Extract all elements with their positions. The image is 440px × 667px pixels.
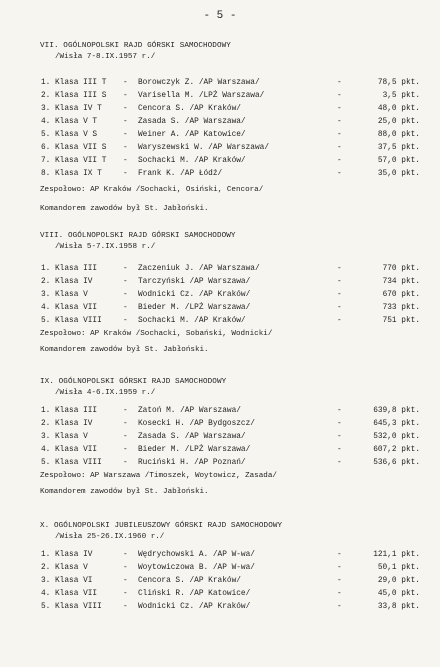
row-class: Klasa V S — [55, 131, 98, 139]
row-dash: - — [337, 407, 342, 415]
row-dash: - — [123, 291, 128, 299]
row-dash: - — [337, 433, 342, 441]
row-driver: Zasada S. /AP Warszawa/ — [138, 118, 246, 126]
row-dash: - — [337, 564, 342, 572]
row-driver: Weiner A. /AP Katowice/ — [138, 131, 246, 139]
row-dash: - — [337, 577, 342, 585]
row-points: 33,8 pkt. — [377, 603, 420, 611]
row-driver: Zasada S. /AP Warszawa/ — [138, 433, 246, 441]
row-dash: - — [123, 105, 128, 113]
result-row — [0, 265, 440, 278]
row-class: Klasa III S — [55, 92, 107, 100]
section-subtitle: /Wisła 25-26.IX.1960 r./ — [55, 533, 165, 541]
row-class: Klasa IV — [55, 278, 93, 286]
row-driver: Borowczyk Z. /AP Warszawa/ — [138, 79, 260, 87]
row-number: 3. — [41, 105, 51, 113]
result-row — [0, 420, 440, 433]
row-dash: - — [123, 446, 128, 454]
row-points: 25,0 pkt. — [377, 118, 420, 126]
row-number: 6. — [41, 144, 51, 152]
row-points: 48,0 pkt. — [377, 105, 420, 113]
row-number: 2. — [41, 564, 51, 572]
row-driver: Bieder M. /LPŻ Warszawa/ — [138, 446, 251, 454]
commander-note: Komandorem zawodów był St. Jabłoński. — [40, 488, 209, 496]
row-dash: - — [123, 577, 128, 585]
section-title: IX. OGÓLNOPOLSKI GÓRSKI RAJD SAMOCHODOWY — [40, 378, 227, 386]
result-row — [0, 170, 440, 183]
row-driver: Woytowiczowa B. /AP W-wa/ — [138, 564, 255, 572]
row-number: 2. — [41, 278, 51, 286]
result-row — [0, 446, 440, 459]
row-dash: - — [123, 407, 128, 415]
row-driver: Tarczyński /AP Warszawa/ — [138, 278, 251, 286]
row-driver: Sochacki M. /AP Kraków/ — [138, 157, 246, 165]
row-driver: Wodnicki Cz. /AP Kraków/ — [138, 291, 251, 299]
row-number: 5. — [41, 459, 51, 467]
page-number: - 5 - — [203, 10, 237, 22]
row-dash: - — [337, 304, 342, 312]
result-row — [0, 131, 440, 144]
section-title: VIII. OGÓLNOPOLSKI RAJD GÓRSKI SAMOCHODOWY — [40, 232, 236, 240]
row-points: 88,0 pkt. — [377, 131, 420, 139]
row-points: 57,0 pkt. — [377, 157, 420, 165]
row-dash: - — [123, 459, 128, 467]
row-dash: - — [123, 433, 128, 441]
row-points: 78,5 pkt. — [377, 79, 420, 87]
row-class: Klasa IX T — [55, 170, 102, 178]
result-row — [0, 304, 440, 317]
row-dash: - — [123, 118, 128, 126]
row-dash: - — [123, 278, 128, 286]
row-driver: Zaczeniuk J. /AP Warszawa/ — [138, 265, 260, 273]
section-subtitle: /Wisła 7-8.IX.1957 r./ — [55, 53, 156, 61]
row-driver: Cliński R. /AP Katowice/ — [138, 590, 251, 598]
result-row — [0, 407, 440, 420]
row-class: Klasa III — [55, 407, 98, 415]
section-subtitle: /Wisła 4-6.IX.1959 r./ — [55, 389, 156, 397]
row-dash: - — [337, 446, 342, 454]
row-dash: - — [123, 603, 128, 611]
result-row — [0, 577, 440, 590]
row-dash: - — [337, 590, 342, 598]
row-number: 8. — [41, 170, 51, 178]
row-points: 645,3 pkt. — [373, 420, 420, 428]
result-row — [0, 317, 440, 330]
row-number: 1. — [41, 551, 51, 559]
row-points: 639,8 pkt. — [373, 407, 420, 415]
row-points: 751 pkt. — [382, 317, 420, 325]
result-row — [0, 291, 440, 304]
row-dash: - — [337, 291, 342, 299]
result-row — [0, 278, 440, 291]
row-number: 3. — [41, 291, 51, 299]
row-driver: Ruciński H. /AP Poznań/ — [138, 459, 246, 467]
row-number: 1. — [41, 407, 51, 415]
row-driver: Wodnicki Cz. /AP Kraków/ — [138, 603, 251, 611]
result-row — [0, 564, 440, 577]
row-number: 5. — [41, 317, 51, 325]
row-number: 5. — [41, 603, 51, 611]
row-dash: - — [337, 420, 342, 428]
row-class: Klasa V — [55, 291, 88, 299]
row-points: 29,0 pkt. — [377, 577, 420, 585]
result-row — [0, 144, 440, 157]
row-dash: - — [337, 105, 342, 113]
row-dash: - — [123, 79, 128, 87]
row-dash: - — [123, 564, 128, 572]
row-dash: - — [123, 144, 128, 152]
result-row — [0, 118, 440, 131]
row-dash: - — [337, 265, 342, 273]
row-points: 3,5 pkt. — [382, 92, 420, 100]
row-class: Klasa VII T — [55, 157, 107, 165]
row-number: 5. — [41, 131, 51, 139]
row-points: 734 pkt. — [382, 278, 420, 286]
row-number: 3. — [41, 433, 51, 441]
row-points: 45,0 pkt. — [377, 590, 420, 598]
row-class: Klasa V — [55, 564, 88, 572]
row-number: 2. — [41, 420, 51, 428]
row-points: 121,1 pkt. — [373, 551, 420, 559]
row-dash: - — [337, 79, 342, 87]
row-number: 7. — [41, 157, 51, 165]
row-points: 35,0 pkt. — [377, 170, 420, 178]
section-subtitle: /Wisła 5-7.IX.1958 r./ — [55, 243, 156, 251]
row-driver: Varisella M. /LPŻ Warszawa/ — [138, 92, 265, 100]
row-number: 4. — [41, 446, 51, 454]
result-row — [0, 590, 440, 603]
row-class: Klasa IV T — [55, 105, 102, 113]
row-number: 1. — [41, 79, 51, 87]
row-class: Klasa VI — [55, 577, 93, 585]
result-row — [0, 79, 440, 92]
row-dash: - — [337, 278, 342, 286]
row-class: Klasa VIII — [55, 459, 102, 467]
row-driver: Zatoń M. /AP Warszawa/ — [138, 407, 241, 415]
row-dash: - — [123, 304, 128, 312]
result-row — [0, 157, 440, 170]
row-dash: - — [123, 265, 128, 273]
row-dash: - — [123, 551, 128, 559]
result-row — [0, 459, 440, 472]
row-points: 770 pkt. — [382, 265, 420, 273]
row-dash: - — [337, 603, 342, 611]
row-points: 733 pkt. — [382, 304, 420, 312]
row-driver: Wędrychowski A. /AP W-wa/ — [138, 551, 255, 559]
row-dash: - — [337, 170, 342, 178]
row-number: 3. — [41, 577, 51, 585]
row-dash: - — [337, 551, 342, 559]
result-row — [0, 603, 440, 616]
result-row — [0, 433, 440, 446]
row-dash: - — [337, 459, 342, 467]
row-driver: Bieder M. /LPŻ Warszawa/ — [138, 304, 251, 312]
team-result: Zespołowo: AP Kraków /Sochacki, Sobański, Wodnicki/ — [40, 330, 273, 338]
row-dash: - — [337, 92, 342, 100]
result-row — [0, 551, 440, 564]
section-title: VII. OGÓLNOPOLSKI RAJD GÓRSKI SAMOCHODOWY — [40, 42, 231, 50]
row-number: 4. — [41, 304, 51, 312]
row-dash: - — [337, 118, 342, 126]
row-number: 2. — [41, 92, 51, 100]
row-points: 50,1 pkt. — [377, 564, 420, 572]
row-driver: Cencora S. /AP Kraków/ — [138, 577, 241, 585]
row-number: 4. — [41, 118, 51, 126]
team-result: Zespołowo: AP Warszawa /Timoszek, Woytowicz, Zasada/ — [40, 472, 277, 480]
row-dash: - — [123, 131, 128, 139]
row-dash: - — [337, 317, 342, 325]
row-points: 532,0 pkt. — [373, 433, 420, 441]
row-dash: - — [337, 131, 342, 139]
row-class: Klasa III T — [55, 79, 107, 87]
commander-note: Komandorem zawodów był St. Jabłoński. — [40, 346, 209, 354]
row-driver: Kosecki H. /AP Bydgoszcz/ — [138, 420, 255, 428]
commander-note: Komandorem zawodów był St. Jabłoński. — [40, 205, 209, 213]
row-points: 670 pkt. — [382, 291, 420, 299]
row-dash: - — [123, 170, 128, 178]
row-dash: - — [337, 144, 342, 152]
row-dash: - — [123, 157, 128, 165]
row-number: 1. — [41, 265, 51, 273]
row-dash: - — [123, 92, 128, 100]
row-class: Klasa VII S — [55, 144, 107, 152]
row-points: 607,2 pkt. — [373, 446, 420, 454]
section-title: X. OGÓLNOPOLSKI JUBILEUSZOWY GÓRSKI RAJD SAMOCHODOWY — [40, 522, 283, 530]
row-class: Klasa VIII — [55, 317, 102, 325]
row-class: Klasa VIII — [55, 603, 102, 611]
row-driver: Waryszewski W. /AP Warszawa/ — [138, 144, 270, 152]
row-class: Klasa IV — [55, 551, 93, 559]
row-driver: Frank K. /AP Łódź/ — [138, 170, 223, 178]
row-class: Klasa IV — [55, 420, 93, 428]
row-dash: - — [337, 157, 342, 165]
row-class: Klasa VII — [55, 446, 98, 454]
row-dash: - — [123, 420, 128, 428]
row-driver: Cencora S. /AP Kraków/ — [138, 105, 241, 113]
result-row — [0, 105, 440, 118]
row-dash: - — [123, 317, 128, 325]
row-class: Klasa III — [55, 265, 98, 273]
row-driver: Sochacki M. /AP Kraków/ — [138, 317, 246, 325]
row-class: Klasa V — [55, 433, 88, 441]
row-points: 536,6 pkt. — [373, 459, 420, 467]
row-class: Klasa V T — [55, 118, 98, 126]
row-dash: - — [123, 590, 128, 598]
row-class: Klasa VII — [55, 304, 98, 312]
row-points: 37,5 pkt. — [377, 144, 420, 152]
team-result: Zespołowo: AP Kraków /Sochacki, Osiński, Cencora/ — [40, 186, 264, 194]
row-number: 4. — [41, 590, 51, 598]
result-row — [0, 92, 440, 105]
row-class: Klasa VII — [55, 590, 98, 598]
